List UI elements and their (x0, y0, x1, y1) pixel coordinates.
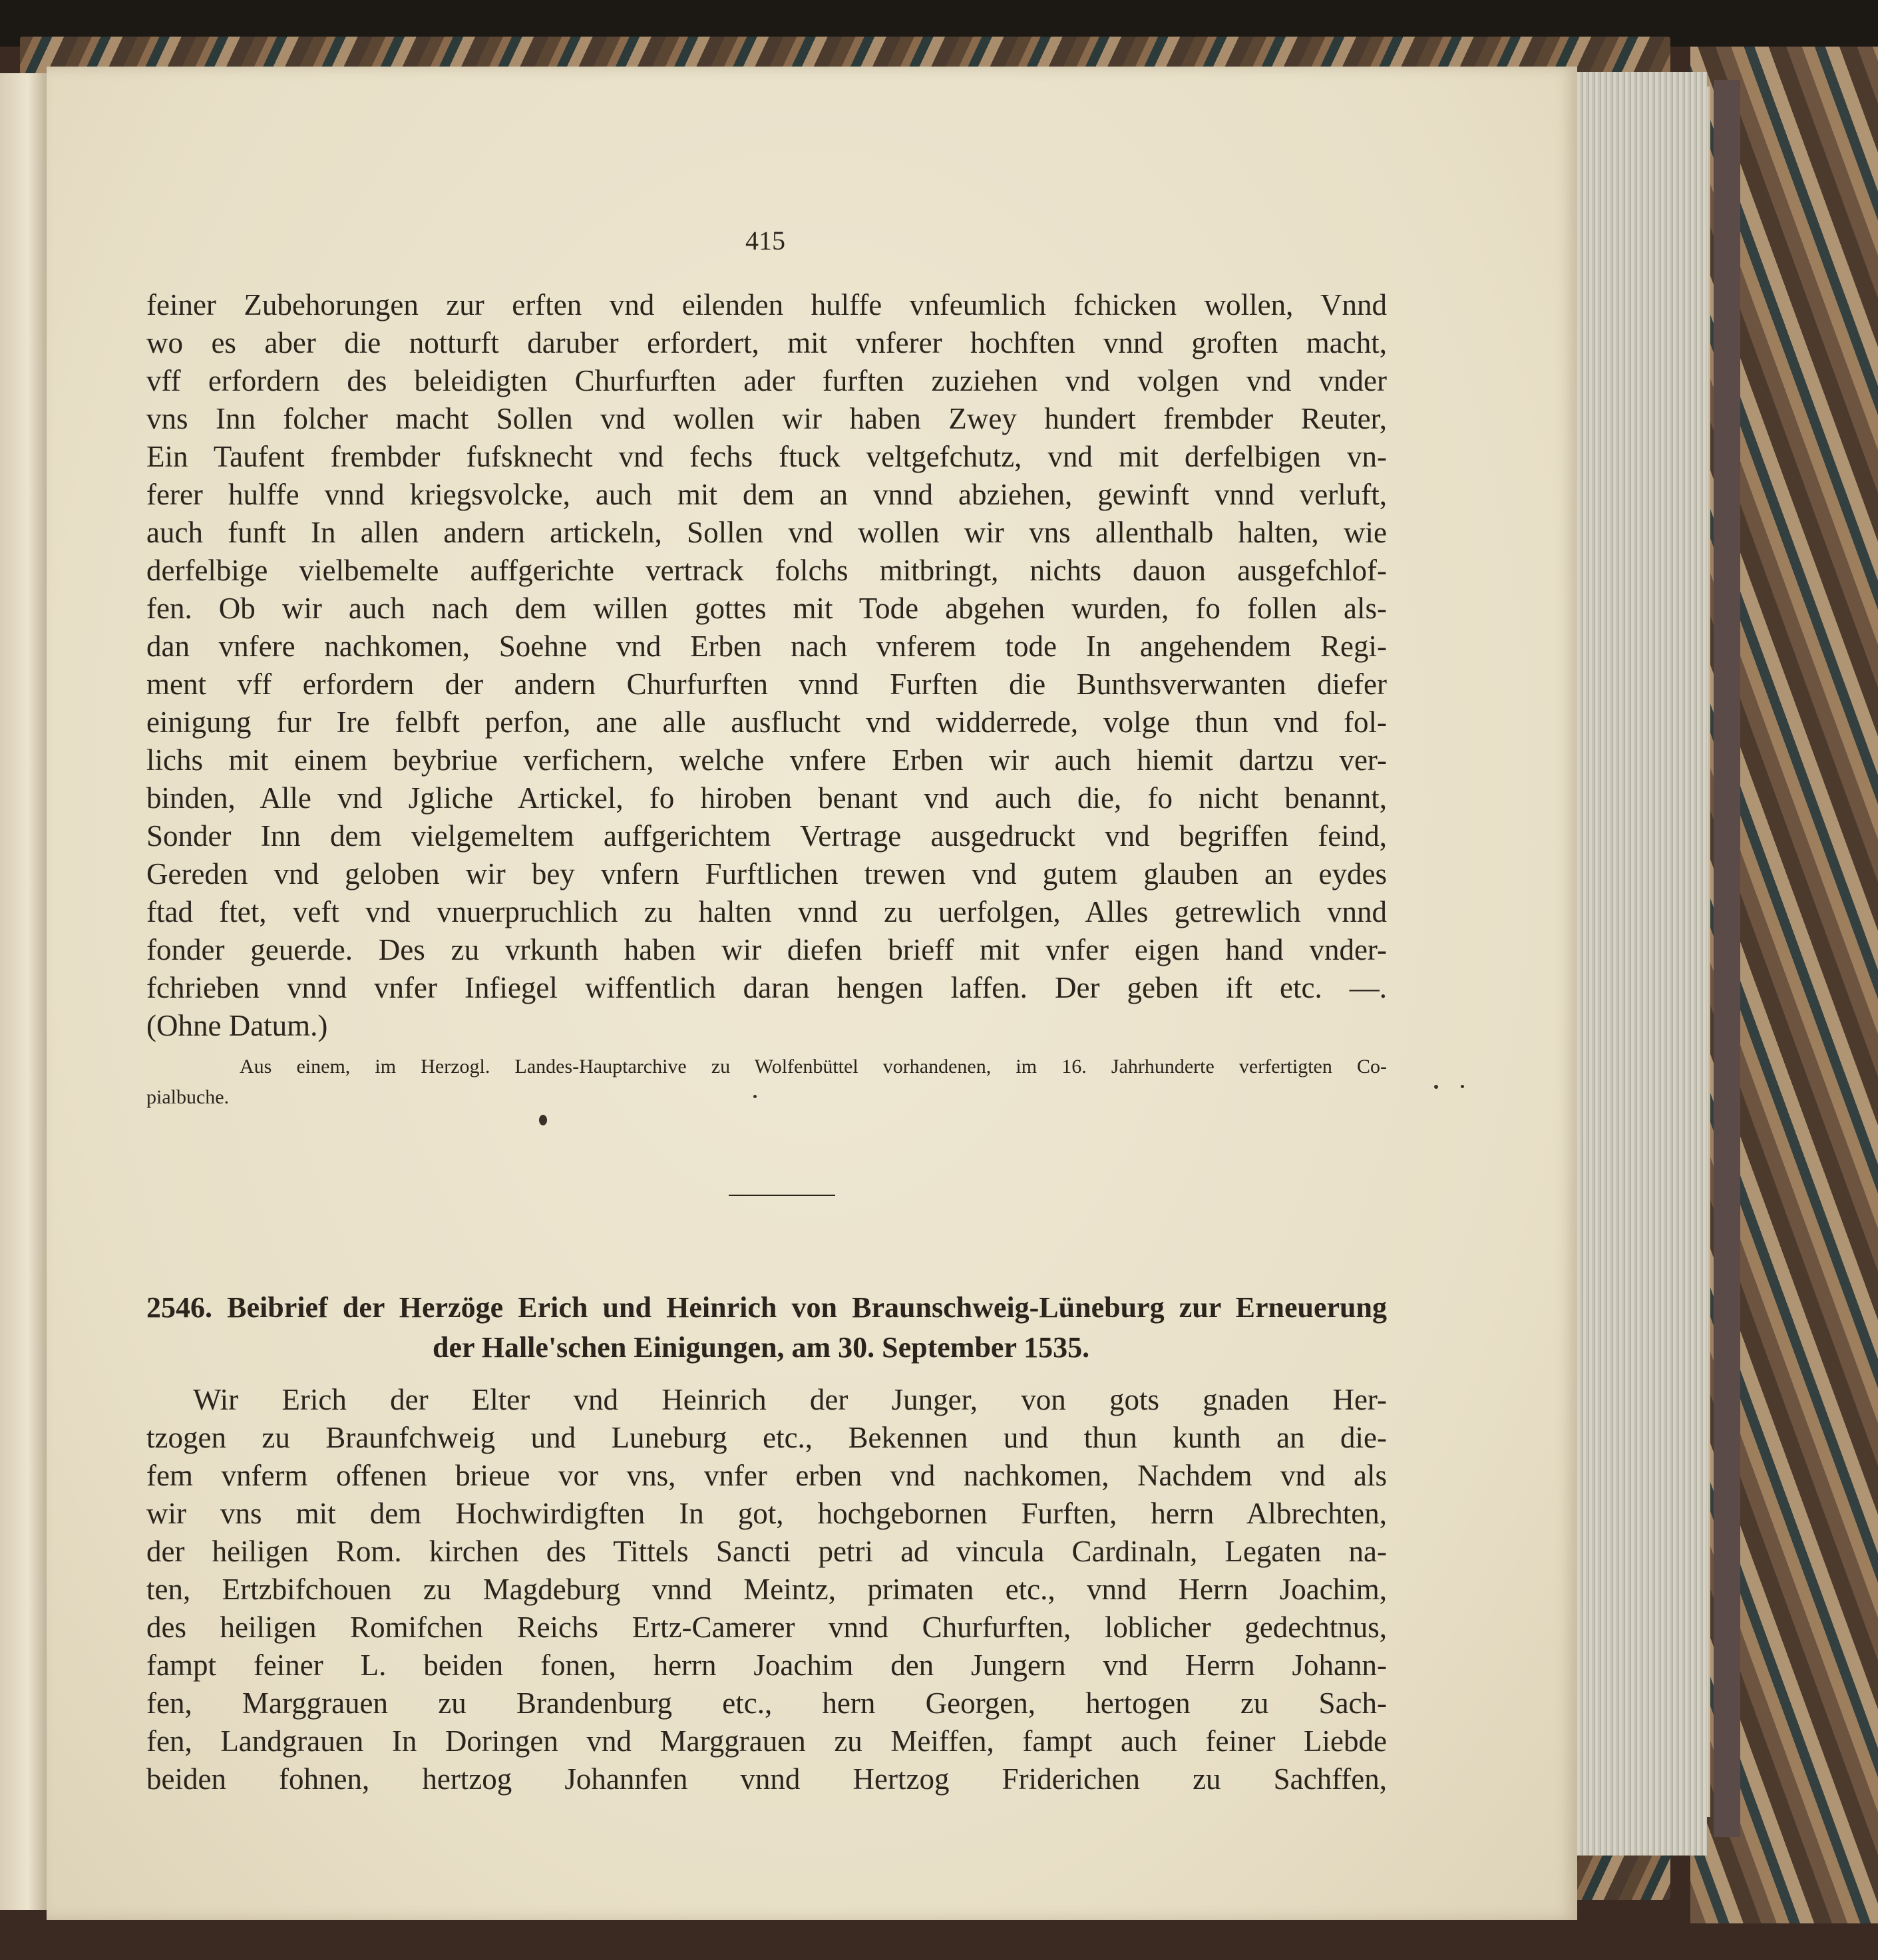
ink-speck (539, 1115, 547, 1125)
text-line: Wir Erich der Elter vnd Heinrich der Junger, von gots gnaden Her- (193, 1383, 1387, 1416)
text-line: ment vff erfordern der andern Churfurften vnnd Furften die Bunthsverwanten diefer (146, 668, 1387, 701)
text-line: Ein Taufent frembder fufsknecht vnd fechs ftuck veltgefchutz, vnd mit derfelbigen vn- (146, 440, 1387, 473)
source-line: pialbuche. (146, 1086, 230, 1108)
text-line: wo es aber die notturft daruber erfordert, mit vnferer hochften vnnd groften macht, (146, 326, 1387, 359)
text-line: fampt feiner L. beiden fonen, herrn Joachim den Jungern vnd Herrn Johann- (146, 1649, 1387, 1682)
heading-line: der Halle'schen Einigungen, am 30. September 1535. (433, 1331, 1090, 1364)
text-line: vns Inn folcher macht Sollen vnd wollen wir haben Zwey hundert frembder Reuter, (146, 402, 1387, 435)
section-divider (729, 1195, 835, 1196)
document-heading (146, 1288, 1387, 1368)
book-page (47, 67, 1577, 1920)
ink-speck (1434, 1085, 1438, 1089)
text-line: fem vnferm offenen brieue vor vns, vnfer erben vnd nachkomen, Nachdem vnd als (146, 1459, 1387, 1492)
text-line: ten, Ertzbifchouen zu Magdeburg vnnd Meintz, primaten etc., vnnd Herrn Joachim, (146, 1573, 1387, 1606)
ink-speck (753, 1095, 757, 1098)
source-note (146, 1052, 1387, 1113)
document-paragraph (146, 1381, 1387, 1798)
text-line: binden, Alle vnd Jgliche Artickel, fo hiroben benant vnd auch die, fo nicht benannt, (146, 781, 1387, 815)
text-line: fen, Landgrauen In Doringen vnd Marggrauen zu Meiffen, fampt auch feiner Liebde (146, 1724, 1387, 1758)
text-line: Gereden vnd geloben wir bey vnfern Furftlichen trewen vnd gutem glauben an eydes (146, 857, 1387, 890)
text-line: auch funft In allen andern artickeln, Sollen vnd wollen wir vns allenthalb halten, wie (146, 516, 1387, 549)
text-line: des heiligen Romifchen Reichs Ertz-Camerer vnnd Churfurften, loblicher gedechtnus, (146, 1611, 1387, 1644)
facing-page-sliver (0, 73, 48, 1910)
text-line: dan vnfere nachkomen, Soehne vnd Erben nach vnferem tode In angehendem Regi- (146, 630, 1387, 663)
text-line: fchrieben vnnd vnfer Infiegel wiffentlich daran hengen laffen. Der geben ift etc. —. (146, 971, 1387, 1004)
text-line: vff erfordern des beleidigten Churfurften ader furften zuziehen vnd volgen vnd vnder (146, 364, 1387, 397)
body-paragraph (146, 286, 1387, 1045)
heading-line: 2546. Beibrief der Herzöge Erich und Heinrich von Braunschweig-Lüneburg zur Erneuerung (146, 1291, 1387, 1324)
text-line: lichs mit einem beybriue verfichern, welche vnfere Erben wir auch hiemit dartzu ver- (146, 743, 1387, 777)
date-note: (Ohne Datum.) (146, 1009, 328, 1042)
text-line: tzogen zu Braunfchweig und Luneburg etc., Bekennen und thun kunth an die- (146, 1421, 1387, 1454)
text-line: fonder geuerde. Des zu vrkunth haben wir diefen brieff mit vnfer eigen hand vnder- (146, 933, 1387, 966)
page-stack-edges (1574, 72, 1707, 1856)
text-line: einigung fur Ire felbft perfon, ane alle ausflucht vnd widderrede, volge thun vnd fol- (146, 705, 1387, 739)
ink-speck (1461, 1085, 1464, 1088)
text-line: fen, Marggrauen zu Brandenburg etc., hern Georgen, hertogen zu Sach- (146, 1686, 1387, 1720)
text-line: fen. Ob wir auch nach dem willen gottes mit Tode abgehen wurden, fo follen als- (146, 592, 1387, 625)
text-line: Sonder Inn dem vielgemeltem auffgerichtem Vertrage ausgedruckt vnd begriffen feind, (146, 819, 1387, 853)
cover-spine-edge (1714, 80, 1740, 1837)
text-line: ferer hulffe vnnd kriegsvolcke, auch mit dem an vnnd abziehen, gewinft vnnd verluft, (146, 478, 1387, 511)
text-line: feiner Zubehorungen zur erften vnd eilenden hulffe vnfeumlich fchicken wollen, Vnnd (146, 288, 1387, 321)
text-line: beiden fohnen, hertzog Johannfen vnnd Hertzog Friderichen zu Sachffen, (146, 1762, 1387, 1796)
text-line: wir vns mit dem Hochwirdigften In got, hochgebornen Furften, herrn Albrechten, (146, 1497, 1387, 1530)
text-line: der heiligen Rom. kirchen des Tittels Sancti petri ad vincula Cardinaln, Legaten na- (146, 1535, 1387, 1568)
source-line: Aus einem, im Herzogl. Landes-Hauptarchive zu Wolfenbüttel vorhandenen, im 16. Jahrhunderte verfertigten Co- (240, 1056, 1387, 1078)
text-line: ftad ftet, veft vnd vnuerpruchlich zu halten vnnd zu uerfolgen, Alles getrewlich vnnd (146, 895, 1387, 928)
text-line: derfelbige vielbemelte auffgerichte vertrack folchs mitbringt, nichts dauon ausgefchlof- (146, 554, 1387, 587)
page-number: 415 (745, 226, 785, 256)
